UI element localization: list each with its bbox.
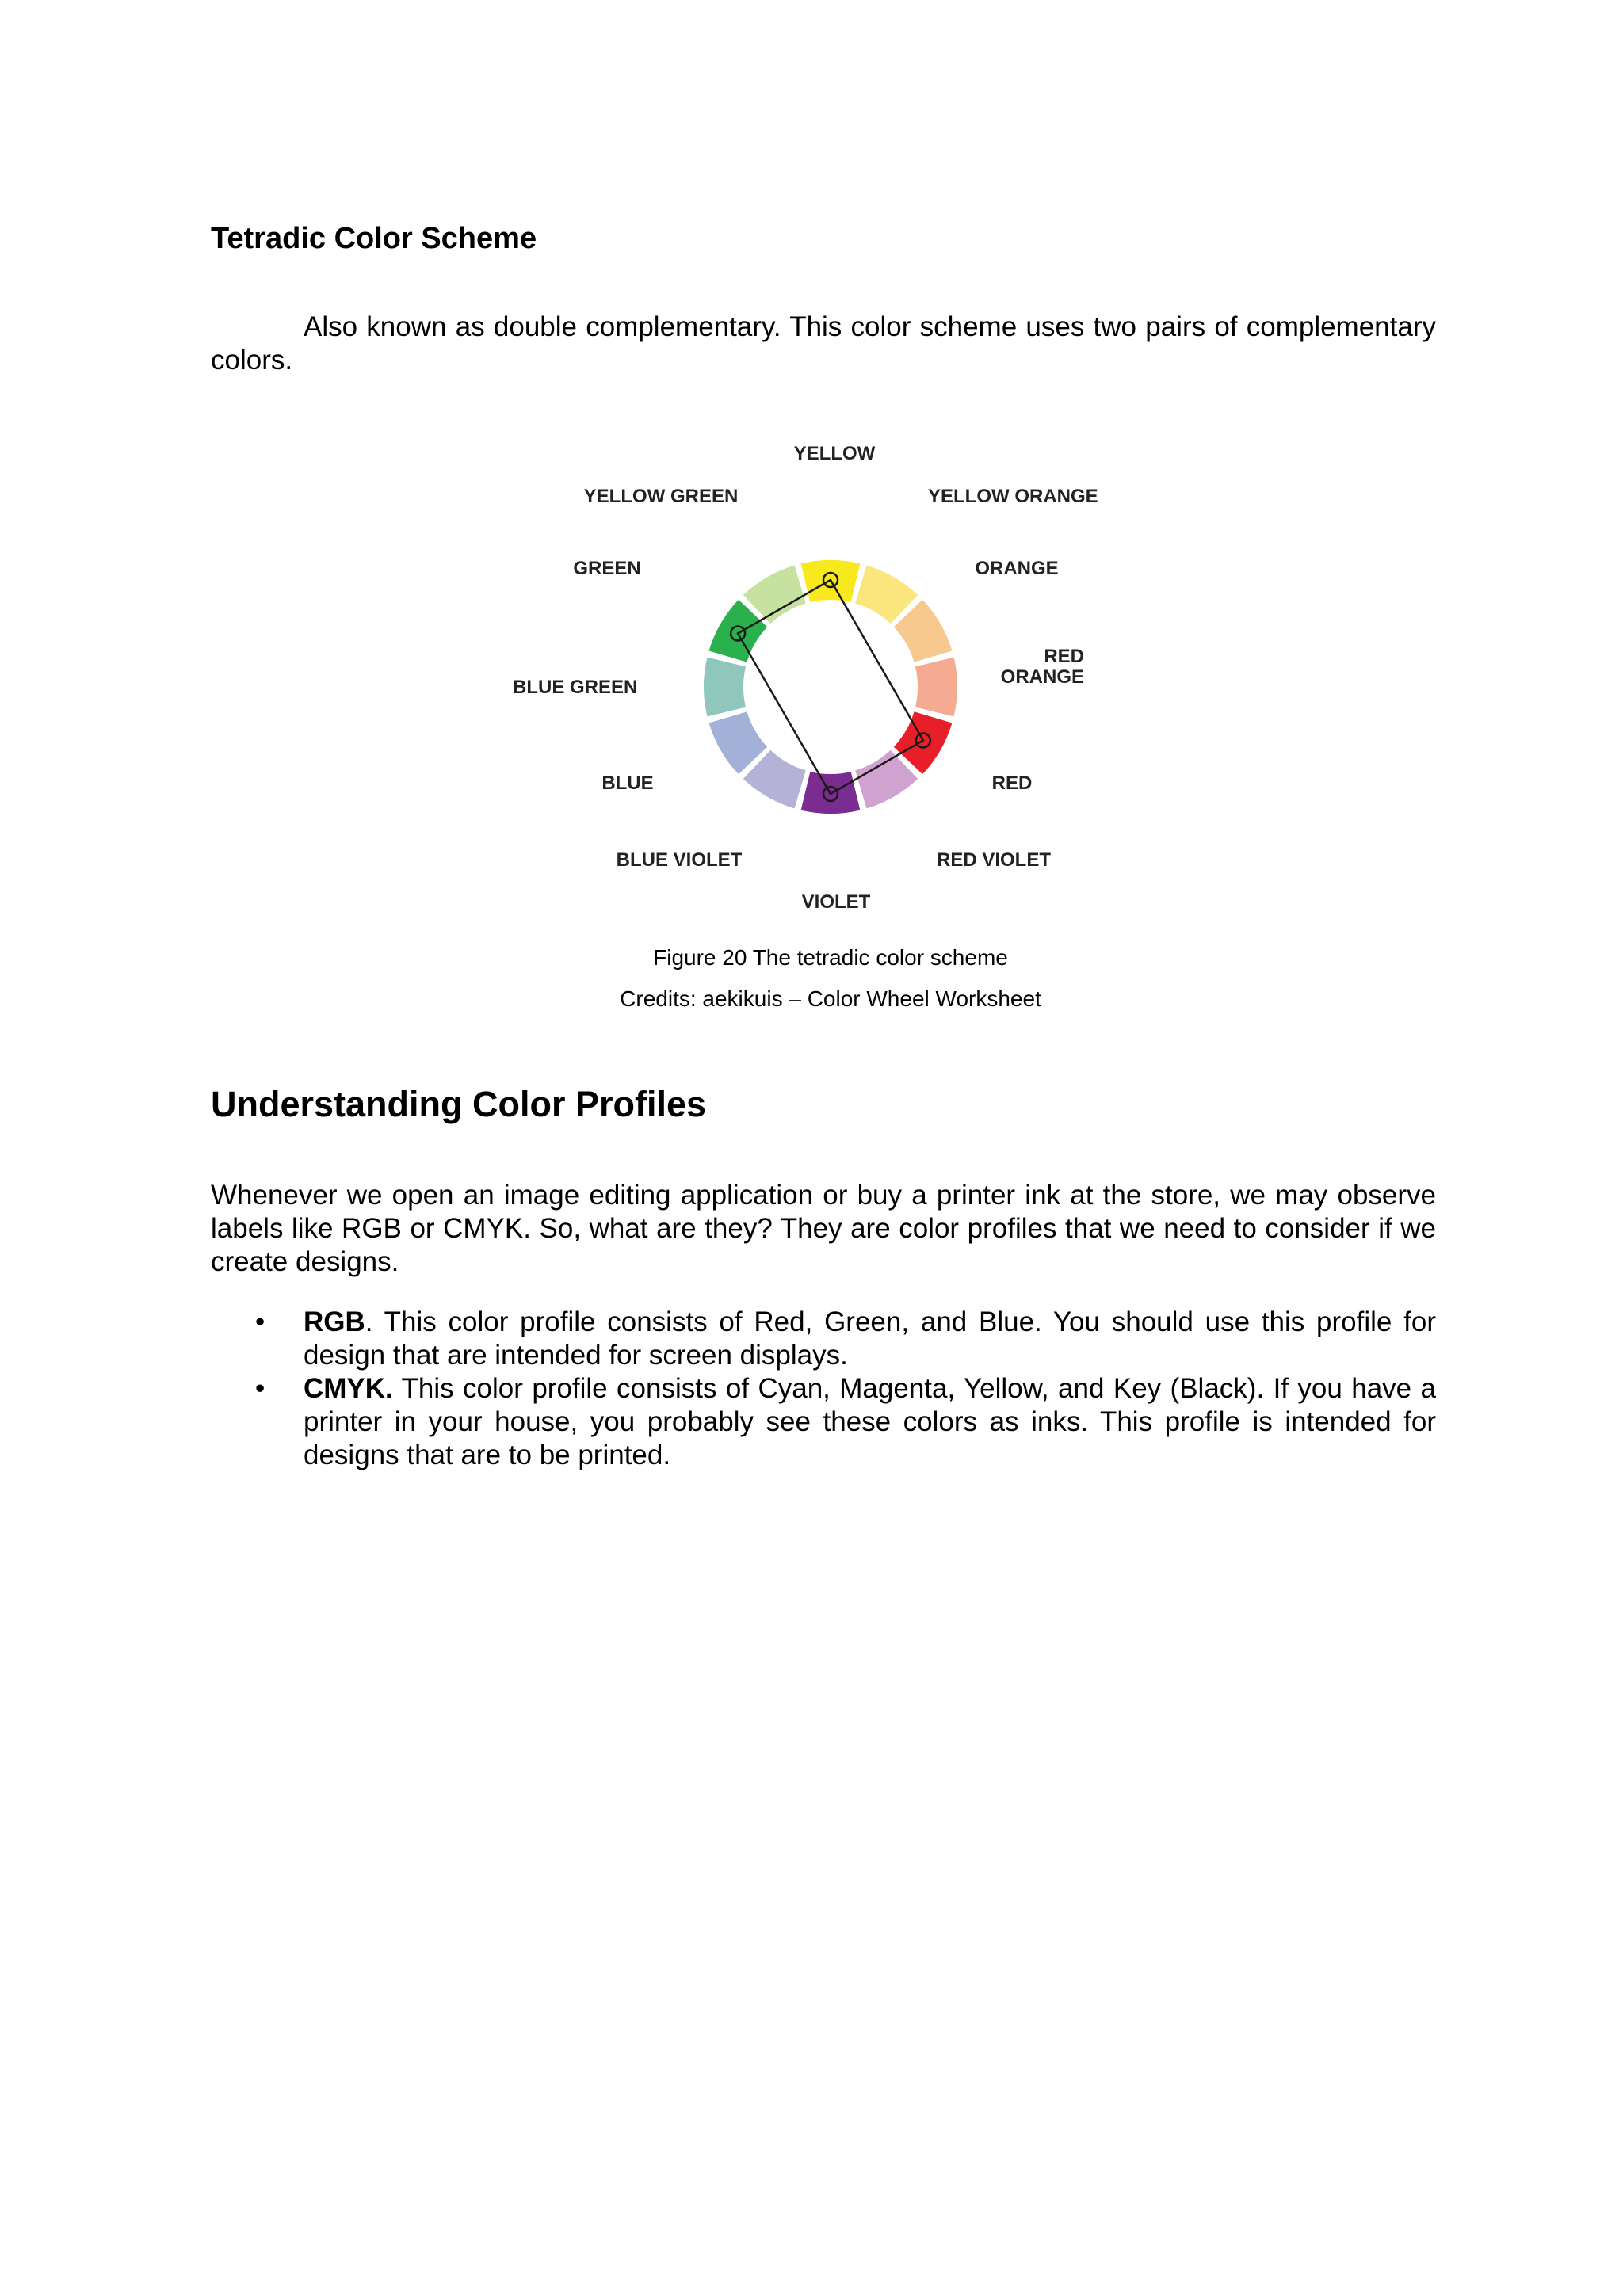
label-yellow: YELLOW [793,443,876,464]
color-profiles-paragraph: Whenever we open an image editing application or buy a printer ink at the store, we may observe labels like RGB or CMYK. So, what are they? They are color profiles that we need to consider if we create designs. [211,1180,1436,1277]
desc-cmyk: This color profile consists of Cyan, Magenta, Yellow, and Key (Black). If you have a printer in your house, you probably see these colors as inks. This profile is intended for designs that are to be printed. [304,1373,1436,1470]
label-yellow-orange: YELLOW ORANGE [928,486,1098,507]
section-heading-color-profiles: Understanding Color Profiles [211,1084,707,1124]
label-red-violet: RED VIOLET [936,849,1052,871]
section-heading-tetradic: Tetradic Color Scheme [211,222,537,255]
label-red: RED [991,772,1033,794]
desc-rgb: . This color profile consists of Red, Green, and Blue. You should use this profile for design that are intended for screen displays. [304,1306,1436,1371]
term-rgb: RGB [304,1306,365,1337]
label-orange: ORANGE [975,558,1059,579]
label-red-orange-line1: RED [1044,646,1084,667]
wheel-segment-red-orange [915,658,957,717]
term-cmyk: CMYK. [304,1373,393,1404]
color-profile-list [211,1306,1436,1472]
label-blue: BLUE [601,772,654,794]
label-red-orange-line2: ORANGE [1000,666,1084,688]
label-green: GREEN [573,558,641,579]
label-blue-green: BLUE GREEN [513,677,638,698]
figure-credits: Credits: aekikuis – Color Wheel Worksheet [620,986,1041,1011]
label-violet: VIOLET [801,891,871,913]
bullet-icon: • [255,1306,265,1337]
bullet-icon: • [255,1373,265,1404]
list-item-rgb [211,1306,1436,1372]
list-item-cmyk [211,1372,1436,1472]
label-blue-violet: BLUE VIOLET [616,849,743,871]
wheel-segment-blue-green [704,658,746,717]
tetradic-paragraph: Also known as double complementary. This color scheme uses two pairs of complementary colors. [211,311,1436,376]
figure-caption: Figure 20 The tetradic color scheme [653,945,1008,970]
label-yellow-green: YELLOW GREEN [583,486,739,507]
color-wheel-figure [499,434,1125,917]
color-wheel [499,434,1125,917]
